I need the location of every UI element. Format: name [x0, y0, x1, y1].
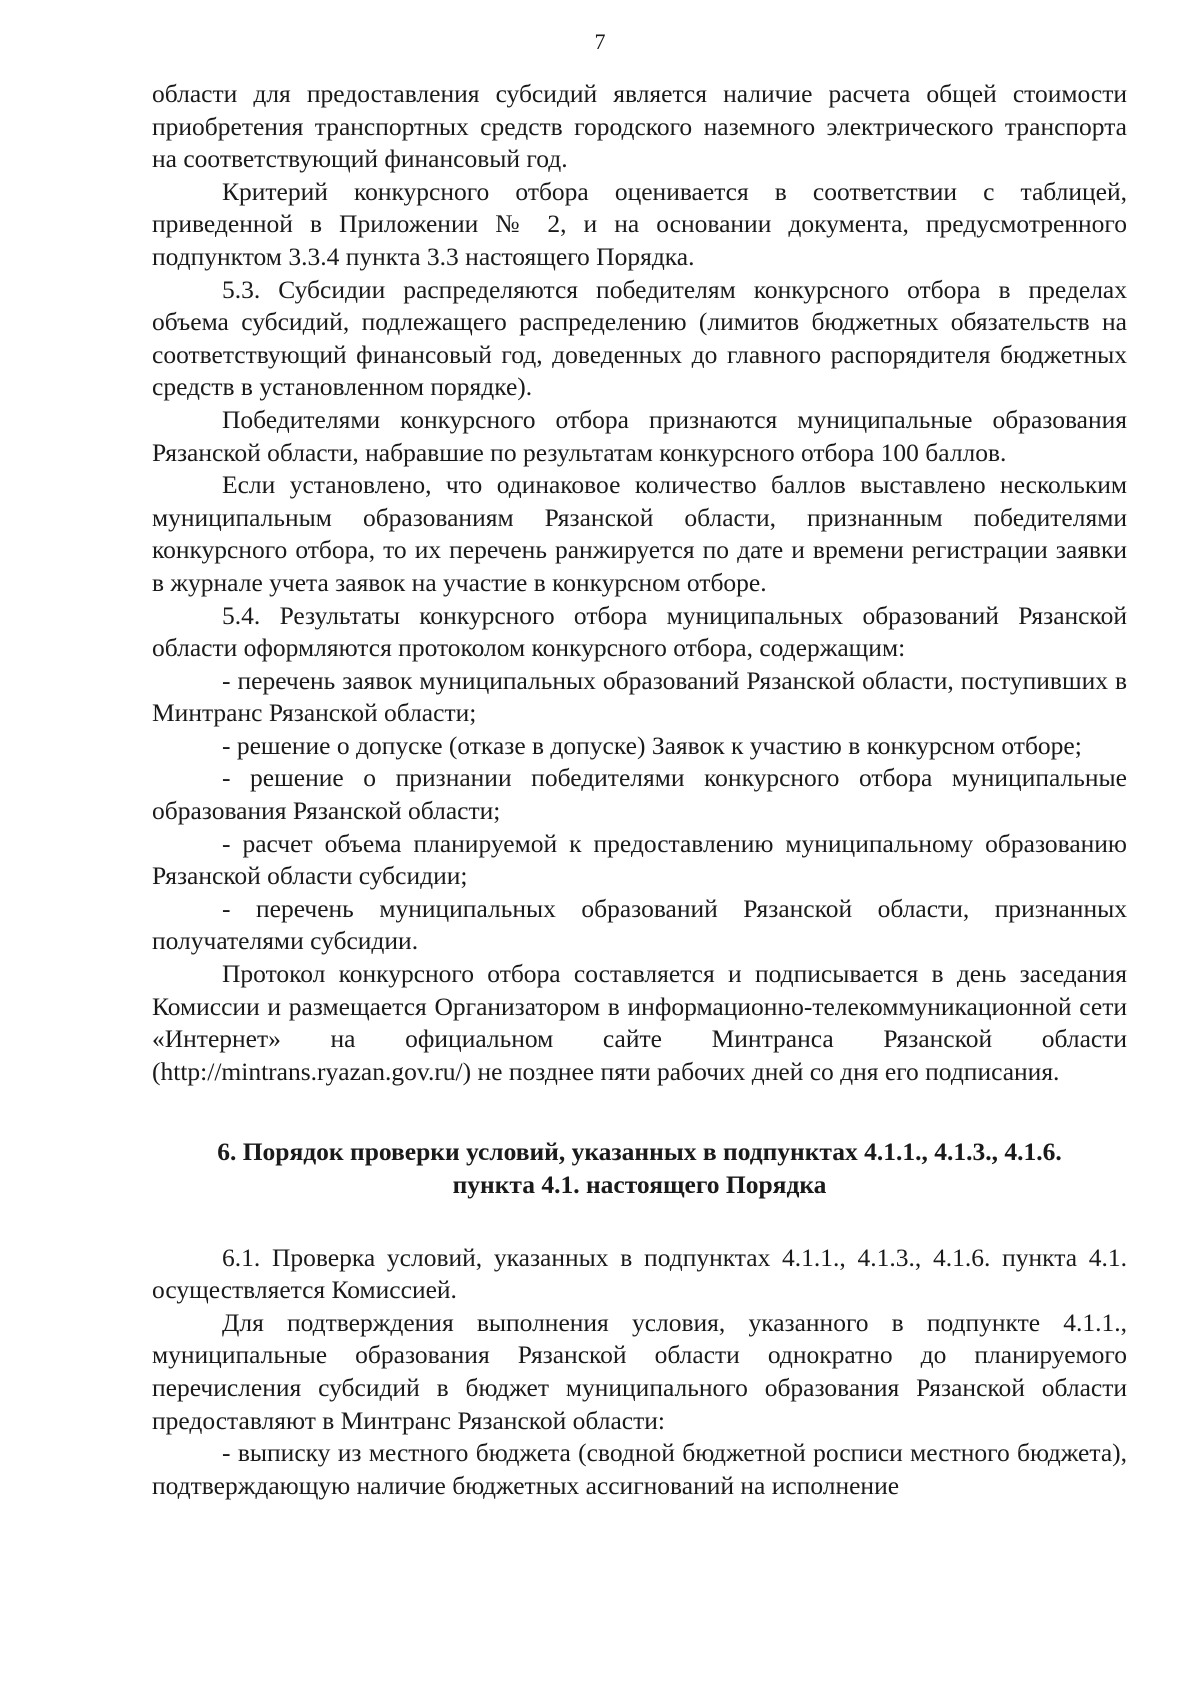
paragraph: 6.1. Проверка условий, указанных в подпунктах 4.1.1., 4.1.3., 4.1.6. пункта 4.1. осуществляется Комиссией. [152, 1242, 1127, 1305]
paragraph: Если установлено, что одинаковое количество баллов выставлено нескольким муниципальным образованиям Рязанской области, признанным победителями конкурсного отбора, то их перечень ранжируется по дате и времени регистрации заявки в журнале учета заявок на участие в конкурсном отборе. [152, 470, 1127, 597]
section-heading [152, 1136, 1127, 1201]
paragraph: Для подтверждения выполнения условия, указанного в подпункте 4.1.1., муниципальные образования Рязанской области однократно до планируемого перечисления субсидий в бюджет муниципального образования Рязанской области предоставляют в Минтранс Рязанской области: [152, 1307, 1127, 1435]
document-body [152, 78, 1127, 1502]
list-item: - перечень муниципальных образований Рязанской области, признанных получателями субсидии. [152, 893, 1127, 956]
section-heading-line: пункта 4.1. настоящего Порядка [452, 1170, 827, 1199]
list-item: - перечень заявок муниципальных образований Рязанской области, поступивших в Минтранс Рязанской области; [152, 665, 1127, 728]
paragraphs-after-heading [152, 1242, 1127, 1503]
paragraph: 5.4. Результаты конкурсного отбора муниципальных образований Рязанской области оформляются протоколом конкурсного отбора, содержащим: [152, 600, 1127, 663]
page-number: 7 [594, 29, 606, 54]
paragraphs-before-heading [152, 78, 1127, 1088]
list-item: - выписку из местного бюджета (сводной бюджетной росписи местного бюджета), подтверждающую наличие бюджетных ассигнований на исполнение [152, 1438, 1127, 1500]
paragraph: области для предоставления субсидий является наличие расчета общей стоимости приобретения транспортных средств городского наземного электрического транспорта на соответствующий финансовый год. [152, 79, 1127, 174]
section-heading-line: 6. Порядок проверки условий, указанных в подпунктах 4.1.1., 4.1.3., 4.1.6. [217, 1137, 1062, 1167]
paragraph: Протокол конкурсного отбора составляется и подписывается в день заседания Комиссии и размещается Организатором в информационно-телекоммуникационной сети «Интернет» на официальном сайте Минтранса Рязанской области (http://mintrans.ryazan.gov.ru/) не позднее пяти рабочих дней со дня его подписания. [152, 959, 1127, 1086]
paragraph: Критерий конкурсного отбора оценивается в соответствии с таблицей, приведенной в Приложении № 2, и на основании документа, предусмотренного подпунктом 3.3.4 пункта 3.3 настоящего Порядка. [152, 176, 1127, 271]
list-item: - решение о признании победителями конкурсного отбора муниципальные образования Рязанской области; [152, 763, 1127, 826]
list-item: - расчет объема планируемой к предоставлению муниципальному образованию Рязанской области субсидии; [152, 828, 1127, 891]
paragraph: 5.3. Субсидии распределяются победителям конкурсного отбора в пределах объема субсидий, подлежащего распределению (лимитов бюджетных обязательств на соответствующий финансовый год, доведенных до главного распорядителя бюджетных средств в установленном порядке). [152, 274, 1127, 402]
list-item: - решение о допуске (отказе в допуске) Заявок к участию в конкурсном отборе; [222, 730, 1082, 760]
paragraph: Победителями конкурсного отбора признаются муниципальные образования Рязанской области, набравшие по результатам конкурсного отбора 100 баллов. [152, 404, 1127, 467]
